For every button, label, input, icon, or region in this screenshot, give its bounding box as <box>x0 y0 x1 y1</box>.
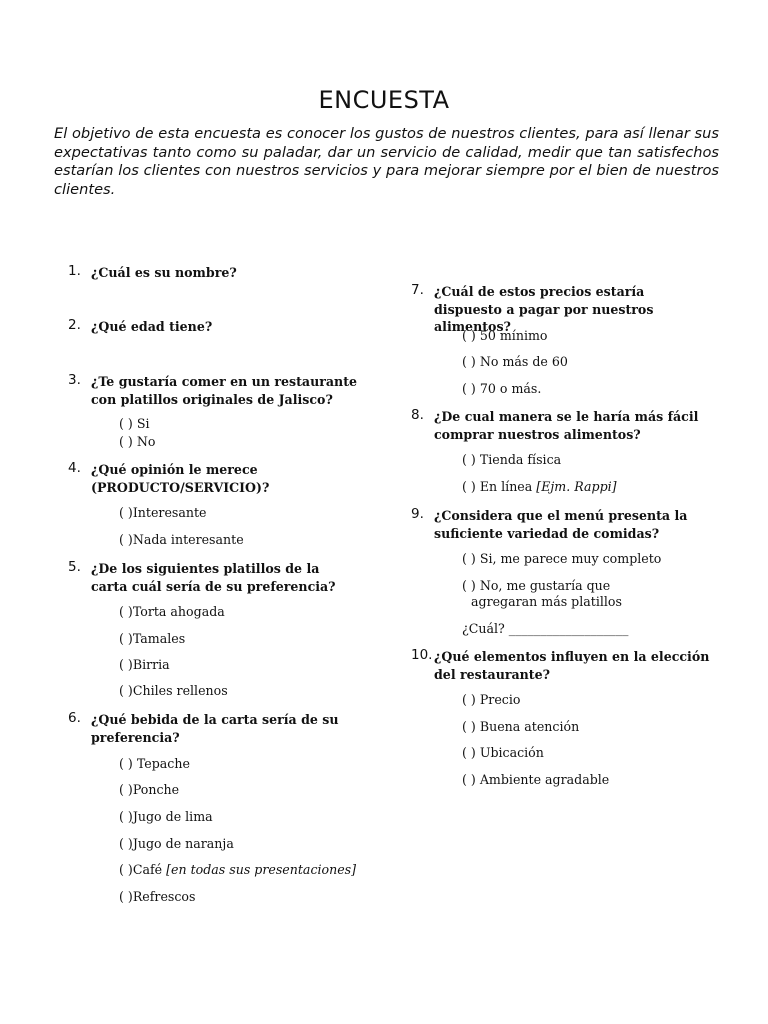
option-interesante[interactable]: ( )Interesante <box>119 505 207 520</box>
option-tepache[interactable]: ( ) Tepache <box>119 756 190 771</box>
question-text: ¿Te gustaría comer en un restaurante con platillos originales de Jalisco? <box>91 374 358 407</box>
option-no[interactable]: ( ) No <box>119 434 156 449</box>
question-text: ¿Qué edad tiene? <box>91 319 213 334</box>
question-text: ¿De cual manera se le haría más fácil comprar nuestros alimentos? <box>434 409 699 442</box>
question-number: 8. <box>411 407 424 423</box>
question-text: ¿Qué elementos influyen en la elección del restaurante? <box>434 649 710 682</box>
page-title: ENCUESTA <box>318 86 450 114</box>
question-7 <box>411 283 711 336</box>
option-jugo-de-lima[interactable]: ( )Jugo de lima <box>119 809 213 824</box>
option-buena-atencion[interactable]: ( ) Buena atención <box>462 719 580 734</box>
question-6 <box>68 711 358 746</box>
option-50-minimo[interactable]: ( ) 50 mínimo <box>462 328 548 343</box>
option-70-o-mas[interactable]: ( ) 70 o más. <box>462 381 542 396</box>
option-chiles-rellenos[interactable]: ( )Chiles rellenos <box>119 683 228 698</box>
question-2 <box>68 318 368 336</box>
question-10 <box>411 648 711 683</box>
question-4 <box>68 461 358 496</box>
intro-paragraph: El objetivo de esta encuesta es conocer los gustos de nuestros clientes, para así llenar sus expectativas tanto como su paladar, dar un servicio de calidad, medir que tan satisfechos estarían los clientes con nuestros servicios y para mejorar siempre por el bien de nuestros clientes. <box>54 125 719 198</box>
question-number: 3. <box>68 372 81 388</box>
option-no-mas-platillos-cont: agregaran más platillos <box>471 594 622 609</box>
option-si-completo[interactable]: ( ) Si, me parece muy completo <box>462 551 662 566</box>
option-si[interactable]: ( ) Si <box>119 416 150 431</box>
option-no-mas-platillos[interactable]: ( ) No, me gustaría que <box>462 578 611 593</box>
option-note: [Ejm. Rappi] <box>536 479 617 494</box>
question-text: ¿Considera que el menú presenta la suficiente variedad de comidas? <box>434 508 688 541</box>
question-number: 9. <box>411 506 424 522</box>
option-refrescos[interactable]: ( )Refrescos <box>119 889 196 904</box>
question-number: 10. <box>411 647 433 663</box>
question-number: 7. <box>411 282 424 298</box>
option-en-linea[interactable] <box>462 479 617 495</box>
option-ponche[interactable]: ( )Ponche <box>119 782 180 797</box>
question-number: 2. <box>68 317 81 333</box>
option-precio[interactable]: ( ) Precio <box>462 692 521 707</box>
question-3 <box>68 373 358 408</box>
option-note: [en todas sus presentaciones] <box>166 862 357 877</box>
question-number: 1. <box>68 263 81 279</box>
question-text: ¿De los siguientes platillos de la carta cuál sería de su preferencia? <box>91 561 336 594</box>
option-no-mas-de-60[interactable]: ( ) No más de 60 <box>462 354 568 369</box>
question-text: ¿Qué bebida de la carta sería de su preferencia? <box>91 712 339 745</box>
option-tamales[interactable]: ( )Tamales <box>119 631 186 646</box>
option-jugo-de-naranja[interactable]: ( )Jugo de naranja <box>119 836 234 851</box>
question-5 <box>68 560 358 595</box>
question-text: ¿Cuál es su nombre? <box>91 265 237 280</box>
option-ambiente-agradable[interactable]: ( ) Ambiente agradable <box>462 772 610 787</box>
option-ubicacion[interactable]: ( ) Ubicación <box>462 745 544 760</box>
question-number: 5. <box>68 559 81 575</box>
option-label: ( ) En línea <box>462 479 533 494</box>
cual-field[interactable]: ¿Cuál? ___________________ <box>462 621 629 636</box>
option-torta-ahogada[interactable]: ( )Torta ahogada <box>119 604 225 619</box>
question-8 <box>411 408 711 443</box>
option-cafe[interactable] <box>119 862 356 878</box>
option-label: ( )Café <box>119 862 163 877</box>
option-tienda-fisica[interactable]: ( ) Tienda física <box>462 452 562 467</box>
question-text: ¿Qué opinión le merece (PRODUCTO/SERVICIO)? <box>91 462 270 495</box>
option-birria[interactable]: ( )Birria <box>119 657 170 672</box>
question-text: ¿Cuál de estos precios estaría dispuesto a pagar por nuestros alimentos? <box>434 284 654 334</box>
question-number: 4. <box>68 460 81 476</box>
question-1 <box>68 264 368 282</box>
question-9 <box>411 507 711 542</box>
option-nada-interesante[interactable]: ( )Nada interesante <box>119 532 244 547</box>
question-number: 6. <box>68 710 81 726</box>
